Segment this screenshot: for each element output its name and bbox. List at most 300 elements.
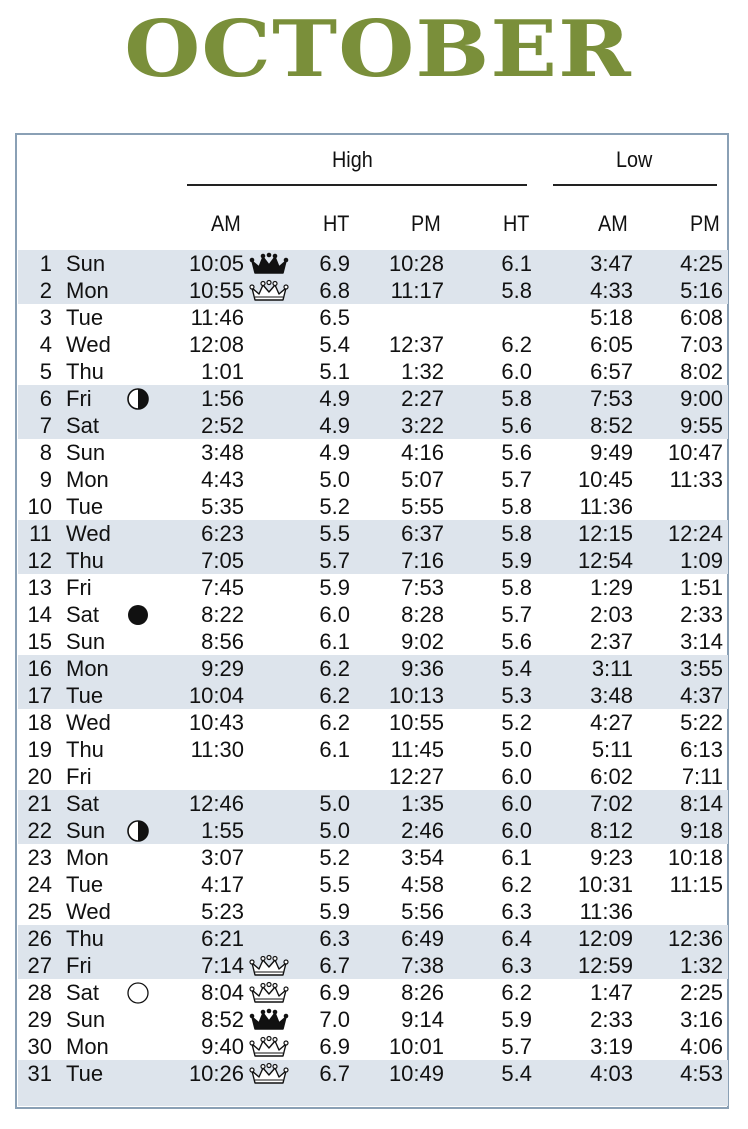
low-header: Low [616, 147, 653, 172]
high-am-height: 5.5 [319, 521, 350, 546]
low-pm-time: 2:25 [680, 980, 723, 1005]
high-pm-height: 5.6 [501, 440, 532, 465]
high-am-time: 10:05 [188, 251, 244, 276]
high-pm-time: 10:55 [388, 710, 444, 735]
high-am-height: 7.0 [319, 1007, 350, 1032]
high-am-time: 10:26 [188, 1061, 244, 1086]
high-pm-height: 5.9 [501, 548, 532, 573]
weekday: Sat [66, 980, 100, 1005]
high-pm-time: 4:58 [401, 872, 444, 897]
high-am-time: 7:05 [201, 548, 244, 573]
high-am-ht-header: HT [323, 211, 350, 236]
filled-crown-icon [249, 1008, 289, 1032]
high-am-time [168, 763, 244, 790]
day-number: 20 [27, 764, 52, 789]
high-pm-time: 8:26 [401, 980, 444, 1005]
high-am-time: 6:21 [201, 926, 244, 951]
outline-crown-icon [249, 279, 289, 303]
high-pm-height: 6.4 [501, 926, 532, 951]
high-pm-height: 5.8 [501, 521, 532, 546]
low-pm-time: 4:25 [680, 251, 723, 276]
weekday: Fri [66, 953, 92, 978]
weekday: Tue [66, 494, 104, 519]
table-row [18, 439, 728, 466]
high-am-height: 5.7 [319, 548, 350, 573]
high-header: High [332, 147, 373, 172]
high-pm-time: 11:45 [390, 737, 444, 762]
high-pm-height: 6.0 [501, 764, 532, 789]
high-pm-height: 5.7 [501, 467, 532, 492]
high-am-time: 9:29 [201, 656, 244, 681]
outline-crown-icon [249, 1035, 289, 1059]
high-pm-height: 5.4 [501, 656, 532, 681]
high-am-time: 1:01 [201, 359, 244, 384]
high-pm-time: 9:14 [401, 1007, 444, 1032]
weekday: Wed [66, 521, 111, 546]
high-pm-height: 6.3 [501, 953, 532, 978]
day-number: 4 [39, 332, 52, 357]
low-am-time: 11:36 [579, 494, 633, 519]
weekday: Sat [66, 413, 100, 438]
high-pm-time: 4:16 [401, 440, 444, 465]
day-number: 21 [27, 791, 52, 816]
low-am-time: 2:37 [590, 629, 633, 654]
day-number: 16 [27, 656, 52, 681]
high-pm-height: 6.1 [501, 251, 532, 276]
weekday: Wed [66, 710, 111, 735]
high-pm-height: 6.0 [501, 791, 532, 816]
high-pm-time: 9:36 [401, 656, 444, 681]
weekday: Thu [66, 548, 104, 573]
low-pm-time [638, 898, 723, 925]
low-am-time: 12:09 [577, 926, 633, 951]
high-am-height: 5.9 [319, 899, 350, 924]
high-am-height: 5.0 [319, 818, 350, 843]
high-am-height: 6.2 [319, 683, 350, 708]
low-pm-time: 5:16 [680, 278, 723, 303]
high-am-height: 6.2 [319, 656, 350, 681]
high-am-height: 6.5 [319, 305, 350, 330]
half-moon-icon [127, 820, 148, 841]
high-pm-ht-header: HT [503, 211, 530, 236]
low-am-time: 7:02 [590, 791, 633, 816]
low-pm-time: 3:16 [680, 1007, 723, 1032]
low-am-time: 2:33 [590, 1007, 633, 1032]
high-pm-time: 10:49 [388, 1061, 444, 1086]
low-pm-time: 10:18 [667, 845, 723, 870]
day-number: 19 [27, 737, 52, 762]
high-am-time: 10:43 [188, 710, 244, 735]
day-number: 1 [39, 251, 52, 276]
table-row [18, 547, 728, 574]
low-pm-time: 1:51 [680, 575, 723, 600]
low-am-time: 5:18 [590, 305, 633, 330]
weekday: Sun [66, 440, 106, 465]
low-rule [553, 184, 717, 186]
half-moon-icon [127, 388, 148, 409]
high-am-height: 4.9 [319, 440, 350, 465]
high-pm-height: 5.3 [501, 683, 532, 708]
weekday: Fri [66, 764, 92, 789]
day-number: 9 [39, 467, 52, 492]
high-pm-height: 6.0 [501, 818, 532, 843]
high-pm-height: 5.8 [501, 278, 532, 303]
tide-table [15, 133, 729, 1109]
day-number: 29 [27, 1007, 52, 1032]
low-pm-time: 2:33 [680, 602, 723, 627]
low-am-time: 6:57 [590, 359, 633, 384]
weekday: Sun [66, 818, 106, 843]
weekday: Sat [66, 791, 100, 816]
weekday: Sun [66, 629, 106, 654]
weekday: Thu [66, 737, 104, 762]
high-pm-time: 8:28 [401, 602, 444, 627]
low-pm-time: 5:22 [680, 710, 723, 735]
high-am-height: 6.2 [319, 710, 350, 735]
high-am-time: 6:23 [201, 521, 244, 546]
table-row [18, 277, 728, 304]
high-am-height: 6.1 [319, 737, 350, 762]
low-am-time: 9:23 [590, 845, 633, 870]
weekday: Wed [66, 899, 111, 924]
high-pm-height: 6.3 [501, 899, 532, 924]
weekday: Mon [66, 845, 109, 870]
day-number: 2 [39, 278, 52, 303]
day-number: 17 [27, 683, 52, 708]
table-row [18, 1033, 728, 1060]
weekday: Mon [66, 1034, 109, 1059]
high-pm-height: 5.6 [501, 629, 532, 654]
outline-crown-icon [249, 981, 289, 1005]
high-am-height: 6.9 [319, 980, 350, 1005]
high-am-height: 4.9 [319, 413, 350, 438]
high-pm-height: 6.2 [501, 980, 532, 1005]
high-am-time: 4:43 [201, 467, 244, 492]
low-am-time: 8:12 [590, 818, 633, 843]
day-number: 30 [27, 1034, 52, 1059]
page-title: OCTOBER [124, 4, 632, 95]
high-pm-height: 6.1 [501, 845, 532, 870]
low-am-time: 12:15 [577, 521, 633, 546]
high-pm-time: 7:16 [401, 548, 444, 573]
outline-crown-icon [249, 954, 289, 978]
low-am-time: 4:33 [590, 278, 633, 303]
low-am-time: 3:47 [590, 251, 633, 276]
high-am-time: 1:55 [201, 818, 244, 843]
table-row [18, 412, 728, 439]
table-row [18, 736, 728, 763]
weekday: Tue [66, 872, 104, 897]
table-row [18, 250, 728, 277]
low-am-time: 10:31 [577, 872, 633, 897]
high-am-height: 5.4 [319, 332, 350, 357]
high-am-height: 6.7 [319, 1061, 350, 1086]
day-number: 7 [39, 413, 52, 438]
day-number: 22 [27, 818, 52, 843]
day-number: 24 [27, 872, 52, 897]
table-row [18, 682, 728, 709]
low-pm-time: 1:32 [680, 953, 723, 978]
day-number: 13 [27, 575, 52, 600]
high-am-height: 5.2 [319, 845, 350, 870]
table-row [18, 763, 728, 790]
high-am-height: 5.0 [319, 791, 350, 816]
high-am-time: 7:14 [201, 953, 244, 978]
day-number: 23 [27, 845, 52, 870]
table-row [18, 574, 728, 601]
high-am-time: 10:55 [188, 278, 244, 303]
table-row [18, 304, 728, 331]
weekday: Fri [66, 575, 92, 600]
high-am-time: 11:30 [190, 737, 244, 762]
high-am-time: 12:46 [188, 791, 244, 816]
low-pm-time: 7:03 [680, 332, 723, 357]
low-am-time: 9:49 [590, 440, 633, 465]
high-pm-height: 5.7 [501, 602, 532, 627]
high-pm-time: 12:37 [388, 332, 444, 357]
filled-crown-icon [249, 252, 289, 276]
high-am-height: 5.5 [319, 872, 350, 897]
low-am-time: 6:05 [590, 332, 633, 357]
low-pm-time: 7:11 [681, 764, 723, 789]
day-number: 18 [27, 710, 52, 735]
low-pm-time: 11:33 [669, 467, 723, 492]
new-moon-icon [127, 604, 148, 625]
high-pm-height [470, 304, 532, 331]
high-pm-time: 5:55 [401, 494, 444, 519]
high-pm-header: PM [411, 211, 441, 236]
day-number: 25 [27, 899, 52, 924]
outline-crown-icon [249, 1062, 289, 1086]
table-row [18, 331, 728, 358]
high-pm-time: 10:01 [388, 1034, 444, 1059]
high-am-time: 7:45 [201, 575, 244, 600]
low-pm-time: 12:36 [667, 926, 723, 951]
high-am-height: 4.9 [319, 386, 350, 411]
low-pm-time [638, 493, 723, 520]
high-pm-time: 5:07 [401, 467, 444, 492]
table-row [18, 1006, 728, 1033]
high-pm-height: 5.8 [501, 494, 532, 519]
table-row [18, 520, 728, 547]
high-pm-time: 7:53 [401, 575, 444, 600]
high-pm-height: 5.8 [501, 575, 532, 600]
high-am-time: 9:40 [201, 1034, 244, 1059]
high-am-time: 8:52 [201, 1007, 244, 1032]
day-number: 12 [27, 548, 52, 573]
high-am-time: 11:46 [190, 305, 244, 330]
low-am-time: 12:54 [577, 548, 633, 573]
high-am-height: 5.9 [319, 575, 350, 600]
low-pm-time: 9:18 [680, 818, 723, 843]
day-number: 27 [27, 953, 52, 978]
high-am-height: 6.7 [319, 953, 350, 978]
low-pm-time: 9:55 [680, 413, 723, 438]
day-number: 6 [39, 386, 52, 411]
high-pm-height: 5.8 [501, 386, 532, 411]
weekday: Sat [66, 602, 100, 627]
day-number: 8 [39, 440, 52, 465]
table-row [18, 628, 728, 655]
table-row [18, 493, 728, 520]
high-pm-height: 5.9 [501, 1007, 532, 1032]
high-pm-time: 10:13 [388, 683, 444, 708]
weekday: Mon [66, 278, 109, 303]
table-row [18, 1060, 728, 1087]
low-pm-time: 4:06 [680, 1034, 723, 1059]
table-row [18, 898, 728, 925]
high-pm-time: 12:27 [388, 764, 444, 789]
low-pm-time: 6:13 [680, 737, 723, 762]
low-am-time: 1:29 [590, 575, 633, 600]
high-am-time: 1:56 [201, 386, 244, 411]
table-row [18, 844, 728, 871]
high-pm-height: 6.2 [501, 332, 532, 357]
low-pm-time: 3:55 [680, 656, 723, 681]
high-am-height: 6.8 [319, 278, 350, 303]
low-pm-header: PM [690, 211, 720, 236]
low-am-header: AM [598, 211, 628, 236]
high-am-height: 6.9 [319, 1034, 350, 1059]
high-pm-height: 5.0 [501, 737, 532, 762]
day-number: 3 [39, 305, 52, 330]
high-am-height [288, 763, 350, 790]
high-am-height: 6.9 [319, 251, 350, 276]
weekday: Mon [66, 656, 109, 681]
high-am-time: 3:48 [201, 440, 244, 465]
low-am-time: 10:45 [577, 467, 633, 492]
weekday: Tue [66, 683, 104, 708]
high-pm-time: 10:28 [388, 251, 444, 276]
high-pm-time: 1:32 [401, 359, 444, 384]
day-number: 14 [27, 602, 52, 627]
high-am-time: 5:35 [201, 494, 244, 519]
high-am-time: 3:07 [201, 845, 244, 870]
table-row [18, 709, 728, 736]
high-pm-time: 2:46 [401, 818, 444, 843]
low-am-time: 4:03 [590, 1061, 633, 1086]
high-am-header: AM [211, 211, 241, 236]
low-pm-time: 8:14 [680, 791, 723, 816]
table-row [18, 817, 728, 844]
low-am-time: 8:52 [590, 413, 633, 438]
low-pm-time: 12:24 [667, 521, 723, 546]
weekday: Tue [66, 305, 104, 330]
high-pm-time: 6:49 [401, 926, 444, 951]
low-am-time: 4:27 [590, 710, 633, 735]
day-number: 5 [39, 359, 52, 384]
day-number: 15 [27, 629, 52, 654]
weekday: Sun [66, 251, 106, 276]
table-row [18, 358, 728, 385]
high-pm-height: 5.6 [501, 413, 532, 438]
full-moon-icon [127, 982, 148, 1003]
high-am-time: 8:22 [201, 602, 244, 627]
table-row [18, 790, 728, 817]
high-pm-height: 5.2 [501, 710, 532, 735]
table-row [18, 871, 728, 898]
high-am-height: 6.3 [319, 926, 350, 951]
low-pm-time: 1:09 [680, 548, 723, 573]
weekday: Fri [66, 386, 92, 411]
high-pm-height: 5.4 [501, 1061, 532, 1086]
high-rule [187, 184, 527, 186]
high-am-time: 12:08 [188, 332, 244, 357]
low-pm-time: 6:08 [680, 305, 723, 330]
high-am-time: 10:04 [188, 683, 244, 708]
weekday: Tue [66, 1061, 104, 1086]
low-am-time: 5:11 [591, 737, 633, 762]
day-number: 10 [27, 494, 52, 519]
low-am-time: 11:36 [579, 899, 633, 924]
high-am-time: 8:56 [201, 629, 244, 654]
high-am-height: 6.0 [319, 602, 350, 627]
high-pm-height: 6.2 [501, 872, 532, 897]
high-am-time: 5:23 [201, 899, 244, 924]
low-am-time: 2:03 [590, 602, 633, 627]
weekday: Thu [66, 359, 104, 384]
high-pm-time: 6:37 [401, 521, 444, 546]
table-row [18, 601, 728, 628]
high-pm-time: 3:54 [401, 845, 444, 870]
high-pm-time: 5:56 [401, 899, 444, 924]
day-number: 11 [29, 521, 52, 546]
low-am-time: 3:11 [591, 656, 633, 681]
table-row [18, 952, 728, 979]
high-pm-time: 11:17 [390, 278, 444, 303]
low-pm-time: 10:47 [667, 440, 723, 465]
high-am-height: 6.1 [319, 629, 350, 654]
high-pm-time: 7:38 [401, 953, 444, 978]
weekday: Sun [66, 1007, 106, 1032]
table-row [18, 979, 728, 1006]
low-am-time: 1:47 [590, 980, 633, 1005]
high-am-height: 5.2 [319, 494, 350, 519]
low-am-time: 7:53 [590, 386, 633, 411]
high-am-height: 5.1 [319, 359, 350, 384]
table-row [18, 466, 728, 493]
low-am-time: 12:59 [577, 953, 633, 978]
day-number: 31 [27, 1061, 52, 1086]
weekday: Wed [66, 332, 111, 357]
low-pm-time: 11:15 [669, 872, 723, 897]
high-pm-time: 2:27 [401, 386, 444, 411]
low-am-time: 3:19 [590, 1034, 633, 1059]
high-am-time: 4:17 [201, 872, 244, 897]
low-pm-time: 3:14 [680, 629, 723, 654]
high-am-time: 2:52 [201, 413, 244, 438]
table-row [18, 655, 728, 682]
day-number: 28 [27, 980, 52, 1005]
high-pm-time: 3:22 [401, 413, 444, 438]
high-pm-height: 6.0 [501, 359, 532, 384]
high-pm-time [368, 304, 444, 331]
low-am-time: 3:48 [590, 683, 633, 708]
low-pm-time: 8:02 [680, 359, 723, 384]
high-pm-height: 5.7 [501, 1034, 532, 1059]
low-am-time: 6:02 [590, 764, 633, 789]
table-row [18, 925, 728, 952]
low-pm-time: 4:37 [680, 683, 723, 708]
high-pm-time: 1:35 [401, 791, 444, 816]
high-pm-time: 9:02 [401, 629, 444, 654]
high-am-height: 5.0 [319, 467, 350, 492]
low-pm-time: 9:00 [680, 386, 723, 411]
weekday: Mon [66, 467, 109, 492]
bottom-band [18, 1086, 728, 1106]
weekday: Thu [66, 926, 104, 951]
low-pm-time: 4:53 [680, 1061, 723, 1086]
